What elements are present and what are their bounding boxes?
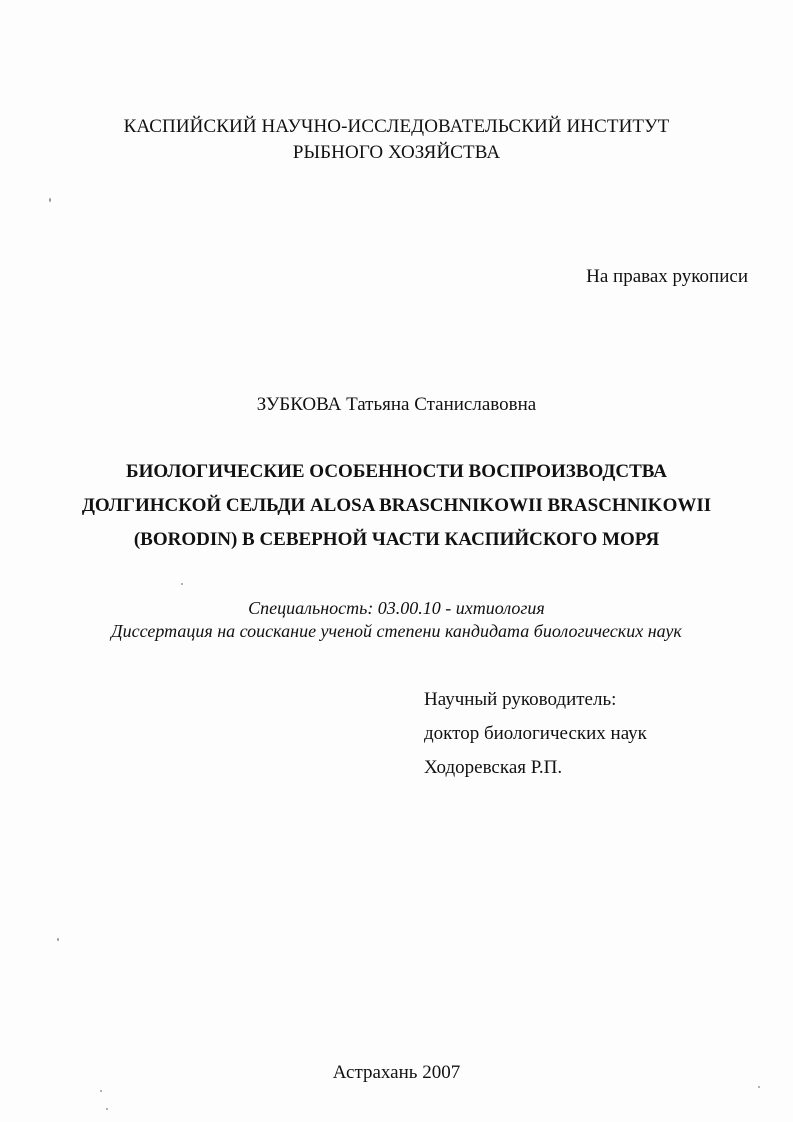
supervisor-name: Ходоревская Р.П. bbox=[424, 757, 563, 778]
author-name: ЗУБКОВА Татьяна Станиславовна bbox=[256, 394, 537, 415]
scan-speck bbox=[758, 1086, 760, 1088]
supervisor-label: Научный руководитель: bbox=[424, 689, 617, 710]
scan-speck bbox=[49, 198, 51, 202]
specialty-line: Специальность: 03.00.10 - ихтиология bbox=[248, 598, 545, 618]
institute-line-1: КАСПИЙСКИЙ НАУЧНО-ИССЛЕДОВАТЕЛЬСКИЙ ИНСТИТУТ bbox=[123, 116, 670, 137]
scan-speck bbox=[57, 938, 59, 941]
city-year: Астрахань 2007 bbox=[332, 1062, 461, 1083]
dissertation-type-line: Диссертация на соискание ученой степени кандидата биологических наук bbox=[111, 621, 682, 641]
manuscript-rights-note: На правах рукописи bbox=[586, 266, 748, 287]
institute-line-2: РЫБНОГО ХОЗЯЙСТВА bbox=[292, 142, 501, 163]
institute-heading bbox=[0, 114, 793, 166]
supervisor-block bbox=[424, 683, 647, 785]
title-line-3: (BORODIN) В СЕВЕРНОЙ ЧАСТИ КАСПИЙСКОГО МОРЯ bbox=[133, 529, 660, 550]
specialty-block bbox=[0, 597, 793, 643]
title-line-1: БИОЛОГИЧЕСКИЕ ОСОБЕННОСТИ ВОСПРОИЗВОДСТВА bbox=[126, 461, 667, 482]
scan-speck bbox=[106, 1108, 108, 1110]
dissertation-title bbox=[0, 455, 793, 557]
supervisor-degree: доктор биологических наук bbox=[424, 723, 647, 744]
title-line-2: ДОЛГИНСКОЙ СЕЛЬДИ ALOSA BRASCHNIKOWII BRASCHNIKOWII bbox=[81, 495, 712, 516]
scan-speck bbox=[181, 583, 183, 585]
scan-speck bbox=[100, 1090, 102, 1092]
